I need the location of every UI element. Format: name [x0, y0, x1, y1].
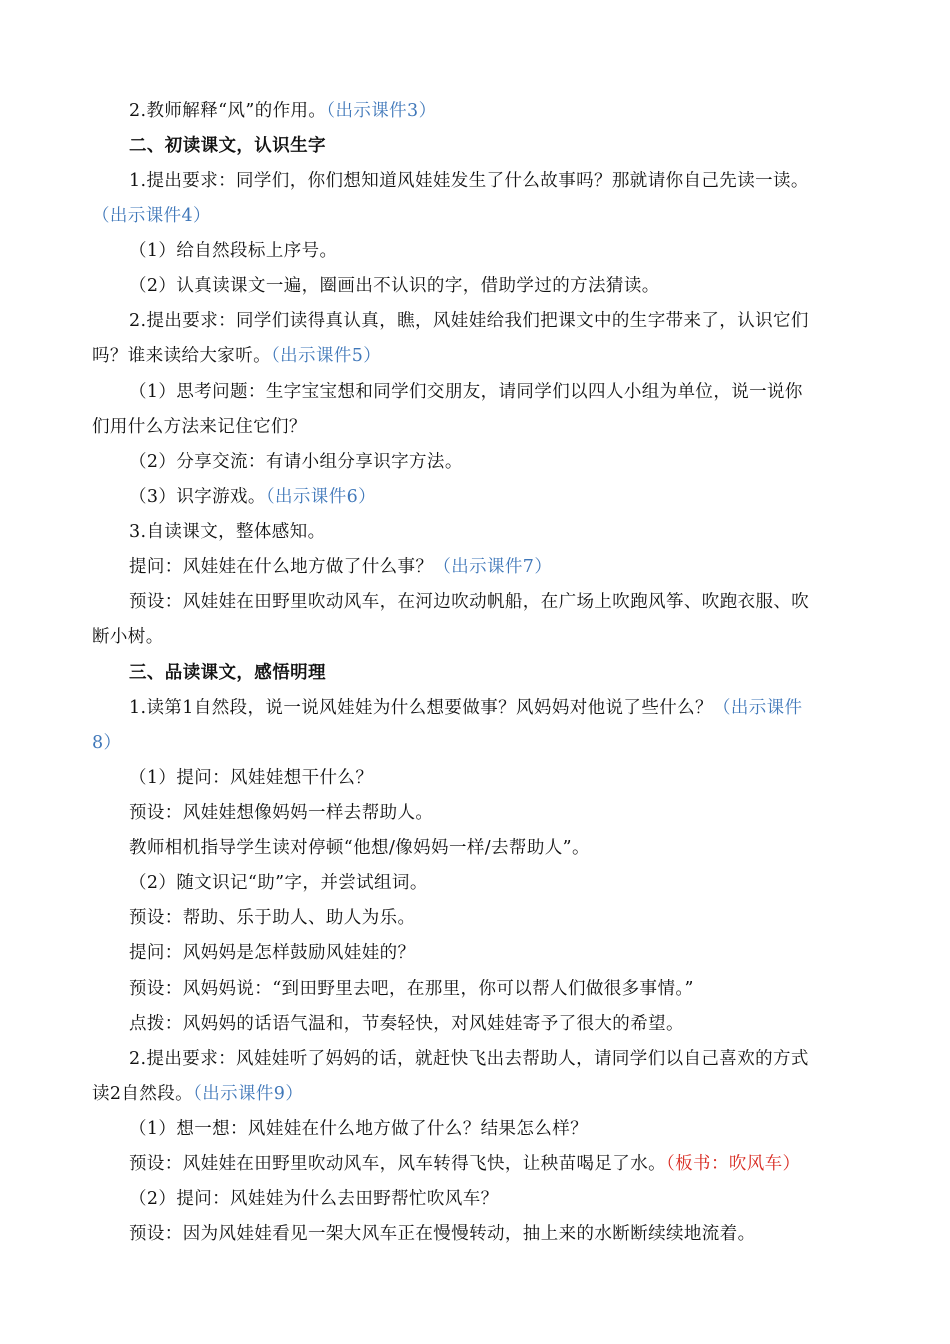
- line-text: （2）分享交流：有请小组分享识字方法。: [129, 452, 463, 472]
- line-text: 预设：风妈妈说：“到田野里去吧，在那里，你可以帮人们做很多事情。”: [129, 979, 694, 999]
- paragraph-line: [0, 342, 950, 370]
- paragraph-line: [0, 413, 950, 441]
- paragraph-line: [0, 237, 950, 265]
- line-text: 读2自然段。: [92, 1084, 194, 1104]
- paragraph-line: [0, 729, 950, 757]
- line-text: 预设：风娃娃在田野里吹动风车，风车转得飞快，让秧苗喝足了水。: [129, 1154, 666, 1174]
- line-text: 1.读第1自然段，说一说风娃娃为什么想要做事？风妈妈对他说了些什么？: [129, 698, 713, 718]
- line-text: 2.提出要求：风娃娃听了妈妈的话，就赶快飞出去帮助人，请同学们以自己喜欢的方式: [129, 1049, 809, 1069]
- line-text: 提问：风妈妈是怎样鼓励风娃娃的？: [129, 943, 416, 963]
- line-text: 2.教师解释“风”的作用。: [129, 101, 327, 121]
- paragraph-line: [0, 623, 950, 651]
- courseware-note: （出示课件9）: [193, 1084, 304, 1104]
- line-text: 教师相机指导学生读对停顿“他想/像妈妈一样/去帮助人”。: [129, 838, 590, 858]
- line-text: 们用什么方法来记住它们？: [92, 417, 307, 437]
- line-text: 三、品读课文，感悟明理: [129, 663, 326, 683]
- line-text: 吗？谁来读给大家听。: [92, 346, 271, 366]
- line-text: （1）给自然段标上序号。: [129, 241, 338, 261]
- paragraph-line: [0, 272, 950, 300]
- paragraph-line: [0, 1220, 950, 1248]
- paragraph-line: [0, 448, 950, 476]
- line-text: 3.自读课文，整体感知。: [129, 522, 326, 542]
- paragraph-line: [0, 588, 950, 616]
- paragraph-line: [0, 975, 950, 1003]
- paragraph-line: [0, 1010, 950, 1038]
- line-text: 预设：风娃娃在田野里吹动风车，在河边吹动帆船，在广场上吹跑风筝、吹跑衣服、吹: [129, 592, 810, 612]
- line-text: （2）提问：风娃娃为什么去田野帮忙吹风车？: [129, 1189, 499, 1209]
- courseware-note: 8）: [92, 733, 122, 753]
- line-text: 预设：帮助、乐于助人、助人为乐。: [129, 908, 416, 928]
- paragraph-line: [0, 764, 950, 792]
- paragraph-line: [0, 869, 950, 897]
- courseware-note: （出示课件: [712, 698, 803, 718]
- courseware-note: （出示课件7）: [433, 557, 553, 577]
- line-text: （3）识字游戏。: [129, 487, 266, 507]
- paragraph-line: [0, 167, 950, 195]
- courseware-note: （出示课件5）: [271, 346, 382, 366]
- courseware-note: （出示课件3）: [326, 101, 437, 121]
- paragraph-line: [0, 518, 950, 546]
- paragraph-line: [0, 904, 950, 932]
- paragraph-line: [0, 799, 950, 827]
- line-text: （1）想一想：风娃娃在什么地方做了什么？结果怎么样？: [129, 1119, 589, 1139]
- line-text: （2）认真读课文一遍，圈画出不认识的字，借助学过的方法猜读。: [129, 276, 660, 296]
- line-text: 点拨：风妈妈的话语气温和，节奏轻快，对风娃娃寄予了很大的希望。: [129, 1014, 684, 1034]
- paragraph-line: [0, 1045, 950, 1073]
- paragraph-line: [0, 483, 950, 511]
- line-text: 二、初读课文，认识生字: [129, 136, 326, 156]
- paragraph-line: [0, 1185, 950, 1213]
- section-heading: [0, 132, 950, 160]
- paragraph-line: [0, 939, 950, 967]
- line-text: （1）提问：风娃娃想干什么？: [129, 768, 374, 788]
- line-text: 1.提出要求：同学们，你们想知道风娃娃发生了什么故事吗？那就请你自己先读一读。: [129, 171, 809, 191]
- courseware-note: （出示课件4）: [92, 206, 211, 226]
- line-text: （2）随文识记“助”字，并尝试组词。: [129, 873, 428, 893]
- line-text: 断小树。: [92, 627, 164, 647]
- line-text: 预设：因为风娃娃看见一架大风车正在慢慢转动，抽上来的水断断续续地流着。: [129, 1224, 756, 1244]
- line-text: 提问：风娃娃在什么地方做了什么事？: [129, 557, 434, 577]
- paragraph-line: [0, 378, 950, 406]
- board-note: （板书：吹风车）: [666, 1154, 801, 1174]
- paragraph-line: [0, 1150, 950, 1178]
- paragraph-line: [0, 553, 950, 581]
- paragraph-line: [0, 694, 950, 722]
- paragraph-line: [0, 202, 950, 230]
- paragraph-line: [0, 1115, 950, 1143]
- line-text: 2.提出要求：同学们读得真认真，瞧，风娃娃给我们把课文中的生字带来了，认识它们: [129, 311, 809, 331]
- line-text: 预设：风娃娃想像妈妈一样去帮助人。: [129, 803, 434, 823]
- line-text: （1）思考问题：生字宝宝想和同学们交朋友，请同学们以四人小组为单位，说一说你: [129, 382, 803, 402]
- paragraph-line: [0, 1080, 950, 1108]
- paragraph-line: [0, 307, 950, 335]
- courseware-note: （出示课件6）: [265, 487, 377, 507]
- paragraph-line: [0, 97, 950, 125]
- section-heading: [0, 659, 950, 687]
- paragraph-line: [0, 834, 950, 862]
